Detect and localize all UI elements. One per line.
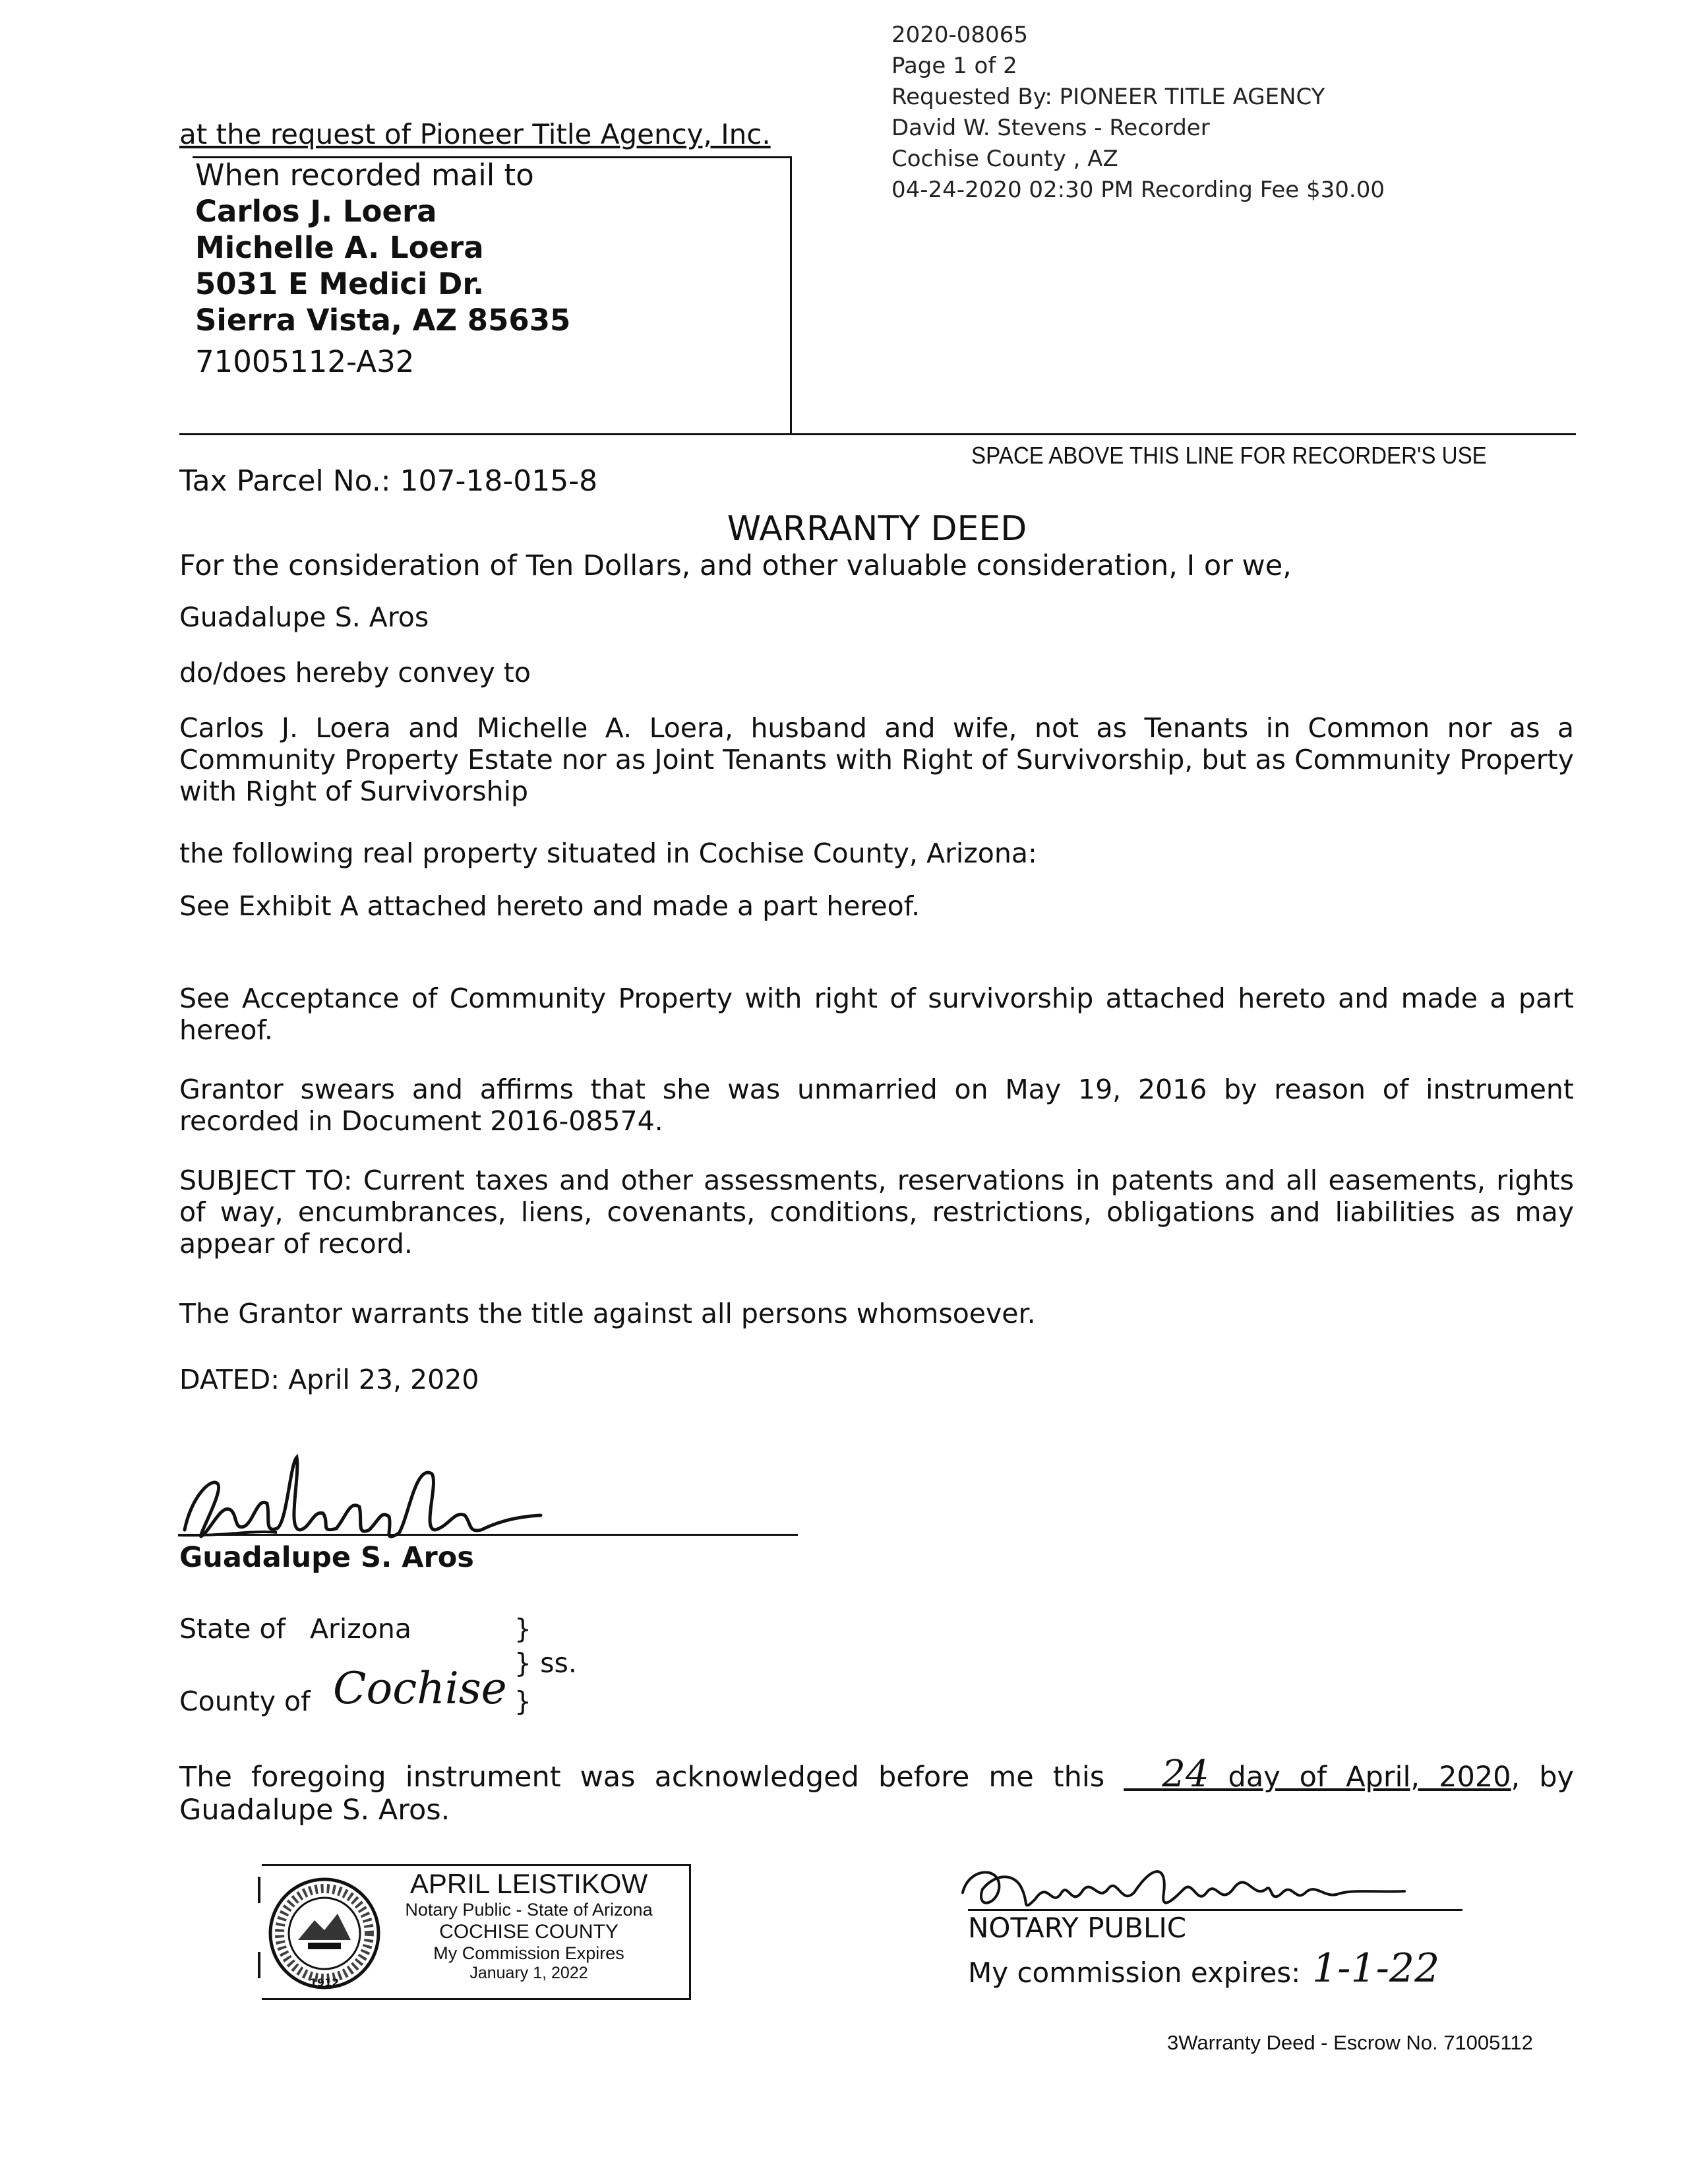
stamp-line-3: My Commission Expires — [433, 1943, 624, 1963]
mail-name-2: Michelle A. Loera — [195, 230, 484, 265]
grantor-signature-line — [179, 1534, 798, 1536]
stamp-text — [384, 1869, 674, 1983]
recording-info — [891, 20, 1385, 206]
ack-day-handwritten: 24 — [1162, 1753, 1209, 1796]
ack-month: day of April, 2020 — [1209, 1761, 1511, 1794]
mail-name-1: Carlos J. Loera — [195, 194, 437, 229]
page-count: Page 1 of 2 — [891, 53, 1017, 79]
state-seal-icon — [262, 1874, 387, 1993]
state-brace: } — [514, 1613, 532, 1645]
seal-year: 1912 — [309, 1976, 340, 1989]
consideration-text: For the consideration of Ten Dollars, and other valuable consideration, I or we, — [179, 549, 1292, 582]
stamp-line-2: COCHISE COUNTY — [439, 1921, 618, 1943]
grantor-name: Guadalupe S. Aros — [179, 601, 429, 633]
request-line: at the request of Pioneer Title Agency, Inc. — [179, 118, 771, 150]
unmarried-text: Grantor swears and affirms that she was unmarried on May 19, 2016 by reason of instrument recorded in Document 2016-08574. — [179, 1074, 1574, 1137]
county-value-handwritten: Cochise — [333, 1663, 507, 1714]
ack-day-underline — [1124, 1753, 1511, 1796]
acknowledgment-text — [179, 1753, 1574, 1827]
acceptance-text: See Acceptance of Community Property with right of survivorship attached hereto and made a part hereof. — [179, 983, 1574, 1046]
mail-box-right-border — [790, 156, 792, 435]
doc-number: 2020-08065 — [891, 22, 1028, 48]
dated-text: DATED: April 23, 2020 — [179, 1364, 479, 1395]
recording-date-fee: 04-24-2020 02:30 PM Recording Fee $30.00 — [891, 177, 1385, 203]
grantor-signer-name: Guadalupe S. Aros — [179, 1541, 474, 1574]
county-brace: } — [514, 1685, 532, 1717]
recording-county: Cochise County , AZ — [891, 146, 1118, 172]
requested-by: Requested By: PIONEER TITLE AGENCY — [891, 84, 1325, 110]
mail-city: Sierra Vista, AZ 85635 — [195, 303, 571, 338]
tax-parcel: Tax Parcel No.: 107-18-015-8 — [179, 464, 598, 498]
stamp-left-mark — [258, 1877, 260, 1903]
mail-box-bottom-border — [179, 433, 1576, 435]
convey-text: do/does hereby convey to — [179, 657, 531, 688]
exhibit-text: See Exhibit A attached hereto and made a part hereof. — [179, 890, 920, 922]
ack-after: , by Guadalupe S. Aros. — [179, 1761, 1574, 1827]
stamp-left-mark-lower — [258, 1952, 260, 1978]
subject-to-text: SUBJECT TO: Current taxes and other assessments, reservations in patents and all easements, rights of way, encumbrances, liens, covenants, conditions, restrictions, obligations and liabilities as may appear of record. — [179, 1165, 1574, 1259]
ss-brace: } ss. — [514, 1647, 577, 1679]
mail-address: 5031 E Medici Dr. — [195, 266, 485, 301]
county-label: County of — [179, 1685, 311, 1717]
ack-before: The foregoing instrument was acknowledged before me this — [179, 1761, 1105, 1794]
grantor-signature — [171, 1438, 593, 1550]
recorder-name: David W. Stevens - Recorder — [891, 115, 1210, 141]
stamp-line-4: January 1, 2022 — [469, 1964, 588, 1982]
recorders-use-note: SPACE ABOVE THIS LINE FOR RECORDER'S USE — [971, 442, 1487, 469]
warrants-text: The Grantor warrants the title against all persons whomsoever. — [179, 1298, 1036, 1329]
notary-signature-line — [968, 1909, 1462, 1911]
when-recorded-label: When recorded mail to — [195, 158, 534, 193]
state-label: State of — [179, 1613, 286, 1645]
property-text: the following real property situated in Cochise County, Arizona: — [179, 837, 1037, 869]
commission-expires-label: My commission expires: — [968, 1957, 1301, 1989]
footer-escrow: 3Warranty Deed - Escrow No. 71005112 — [1167, 2031, 1533, 2054]
document-title: WARRANTY DEED — [727, 509, 1027, 549]
notary-stamp — [262, 1864, 691, 2000]
mail-to-block — [195, 157, 570, 380]
notary-public-label: NOTARY PUBLIC — [968, 1912, 1187, 1944]
stamp-line-1: Notary Public - State of Arizona — [405, 1900, 653, 1920]
escrow-number: 71005112-A32 — [195, 344, 415, 379]
state-value: Arizona — [310, 1613, 412, 1645]
commission-expires-value: 1-1-22 — [1312, 1945, 1440, 1991]
grantees-text: Carlos J. Loera and Michelle A. Loera, husband and wife, not as Tenants in Common nor as a Community Property Estate nor as Joint Tenants with Right of Survivorship, but as Community Property with Right of Survivorship — [179, 712, 1574, 807]
stamp-notary-name: APRIL LEISTIKOW — [409, 1868, 648, 1899]
